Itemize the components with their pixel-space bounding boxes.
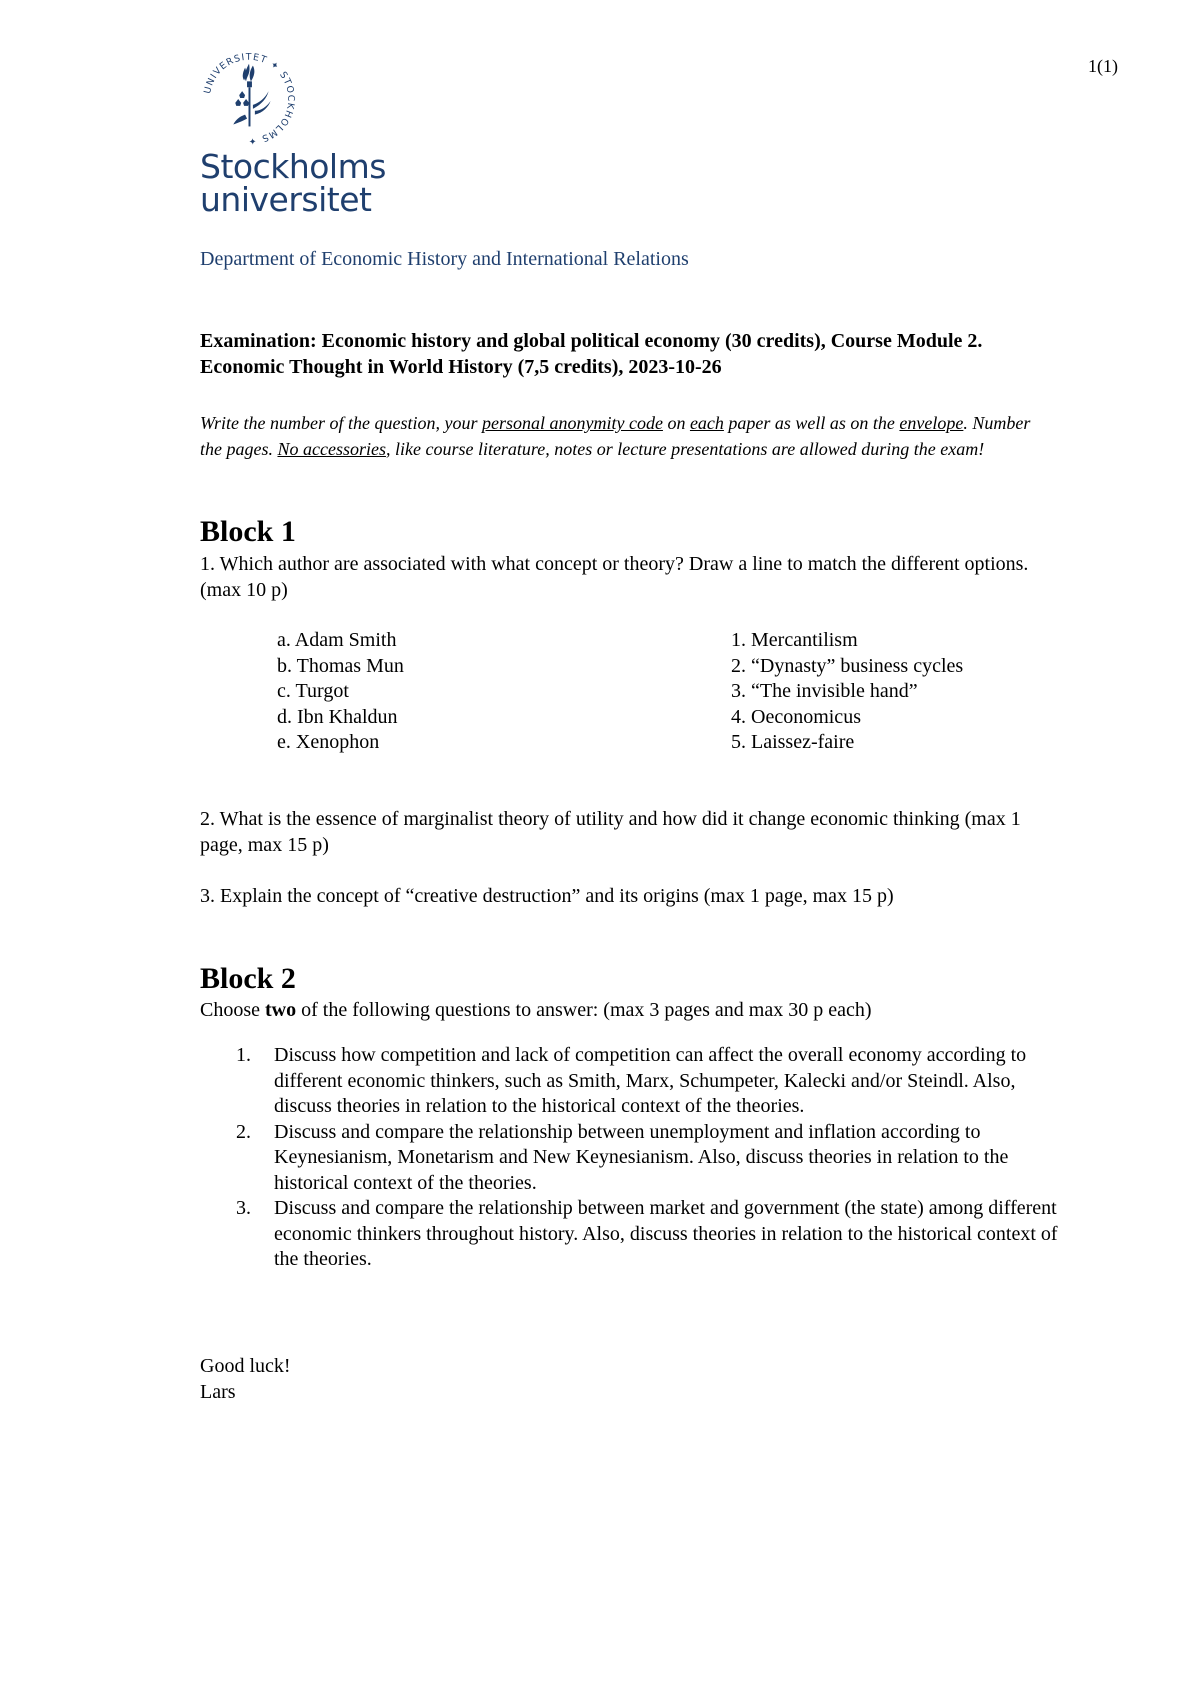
block1-question-2: 2. What is the essence of marginalist theory of utility and how did it change economic thinking (max 1 page, max 15 p) xyxy=(200,808,1021,856)
university-name: Stockholms universitet xyxy=(200,147,386,219)
block1-question-1: 1. Which author are associated with what concept or theory? Draw a line to match the different options. (max 10 p) xyxy=(200,553,1029,601)
author-item: b. Thomas Mun xyxy=(277,654,404,677)
question-number: 1. xyxy=(236,1044,251,1066)
concept-item: 3. “The invisible hand” xyxy=(731,680,918,702)
block2-heading: Block 2 xyxy=(200,962,296,995)
list-item xyxy=(200,1196,1060,1273)
concepts-list xyxy=(731,628,963,756)
question-text: Discuss how competition and lack of competition can affect the overall economy according to different economic thinkers, such as Smith, Marx, Schumpeter, Kalecki and/or Steindl. Also, discuss theories in relation to the historical context of the theories. xyxy=(274,1044,1027,1117)
author-item: e. Xenophon xyxy=(277,731,380,753)
question-text: Discuss and compare the relationship between unemployment and inflation according to Keynesianism, Monetarism and New Keynesianism. Also, discuss theories in relation to the historical context of the theories. xyxy=(274,1120,1009,1194)
block2-question-list xyxy=(200,1043,1060,1273)
list-item xyxy=(200,1120,1060,1197)
question-text: Discuss and compare the relationship between market and government (the state) among different economic thinkers throughout history. Also, discuss theories in relation to the historical context of the theories. xyxy=(274,1197,1058,1270)
list-item xyxy=(200,1043,1060,1120)
author-item: c. Turgot xyxy=(277,680,349,702)
author-item: a. Adam Smith xyxy=(277,629,397,651)
block1-question-3: 3. Explain the concept of “creative destruction” and its origins (max 1 page, max 15 p) xyxy=(200,885,894,907)
exam-instructions: Write the number of the question, your personal anonymity code on each paper as well as on the envelope. Number the pages. No accessories, like course literature, notes or lecture presentations are allowed during the exam! xyxy=(200,413,1031,459)
authors-list xyxy=(277,628,404,756)
question-number: 3. xyxy=(236,1197,251,1219)
department-name: Department of Economic History and International Relations xyxy=(200,248,689,270)
exam-title: Examination: Economic history and global political economy (30 credits), Course Module 2. Economic Thought in World History (7,5 credits), 2023-10-26 xyxy=(200,330,983,378)
concept-item: 4. Oeconomicus xyxy=(731,705,861,728)
university-seal-icon xyxy=(200,50,298,148)
author-item: d. Ibn Khaldun xyxy=(277,705,398,728)
signoff-name: Lars xyxy=(200,1381,236,1403)
svg-text:UNIVERSITET ✦ STOCKHOLMS ✦: UNIVERSITET ✦ STOCKHOLMS ✦ xyxy=(202,51,297,147)
concept-item: 5. Laissez-faire xyxy=(731,731,855,753)
block1-heading: Block 1 xyxy=(200,515,296,548)
concept-item: 1. Mercantilism xyxy=(731,629,858,651)
signoff xyxy=(200,1353,291,1405)
signoff-greeting: Good luck! xyxy=(200,1355,291,1377)
block2-intro: Choose two of the following questions to answer: (max 3 pages and max 30 p each) xyxy=(200,999,872,1021)
page-number: 1(1) xyxy=(1088,56,1118,76)
question-number: 2. xyxy=(236,1120,251,1143)
concept-item: 2. “Dynasty” business cycles xyxy=(731,654,964,677)
